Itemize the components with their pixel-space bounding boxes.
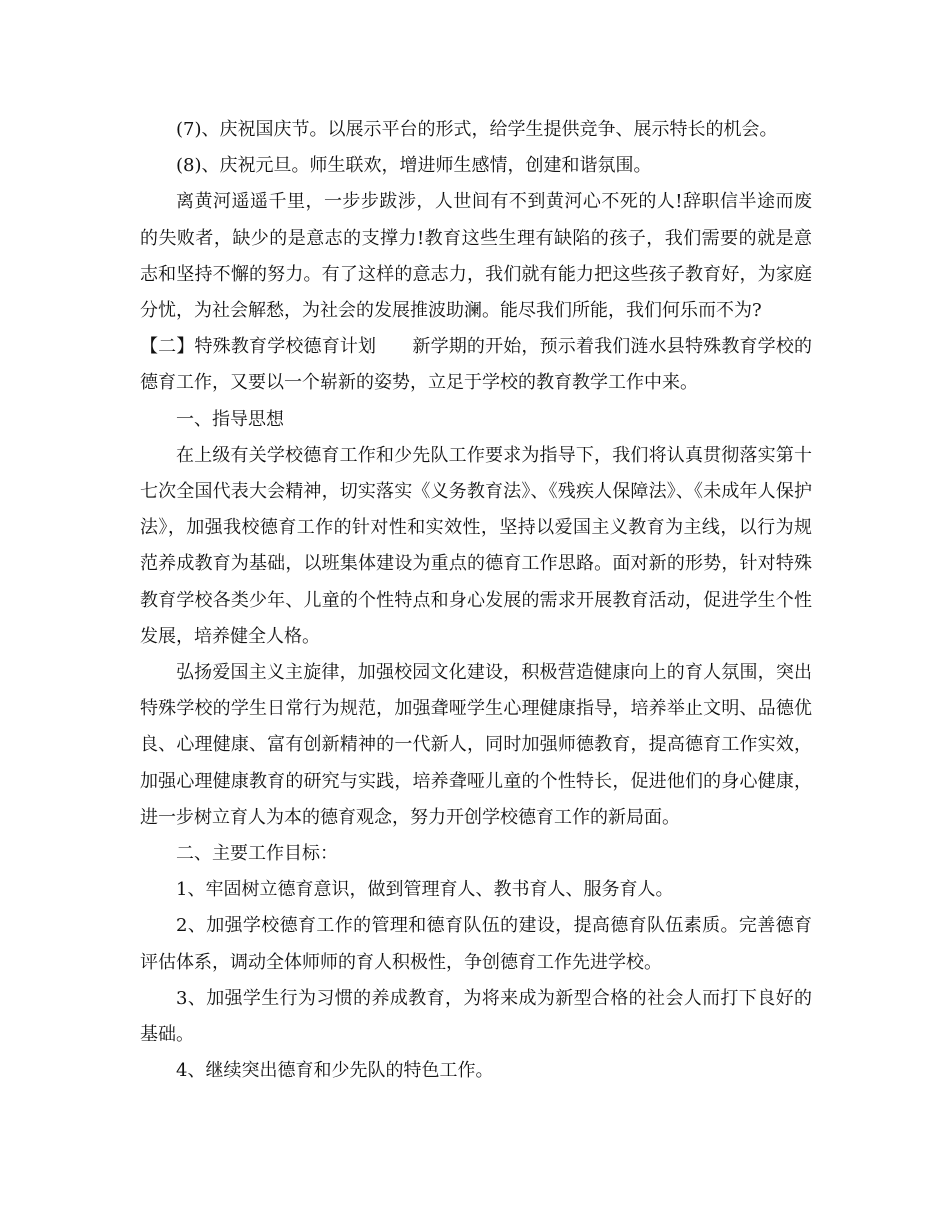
section-two-text: 新学期的开始，预示着我们涟水县特殊教育学校的德育工作，又要以一个崭新的姿势，立足于学校的教育教学工作中来。 bbox=[140, 336, 813, 394]
section-two-title: 【二】特殊教育学校德育计划 bbox=[140, 336, 377, 358]
goal-item-1: 1、牢固树立德育意识，做到管理育人、教书育人、服务育人。 bbox=[176, 879, 674, 901]
guiding-paragraph-2: 弘扬爱国主义主旋律，加强校园文化建设，积极营造健康向上的育人氛围，突出特殊学校的学生日常行为规范，加强聋哑学生心理健康指导，培养举止文明、品德优良、心理健康、富有创新精神的一代新人，同时加强师德教育，提高德育工作实效，加强心理健康教育的研究与实践，培养聋哑儿童的个性特长，促进他们的身心健康，进一步树立育人为本的德育观念，努力开创学校德育工作的新局面。 bbox=[140, 662, 812, 828]
goal-item-2: 2、加强学校德育工作的管理和德育队伍的建设，提高德育队伍素质。完善德育评估体系，调动全体师师的育人积极性，争创德育工作先进学校。 bbox=[140, 915, 812, 973]
goals-heading: 二、主要工作目标： bbox=[176, 843, 338, 865]
document-body bbox=[140, 112, 812, 1089]
guiding-paragraph-1: 在上级有关学校德育工作和少先队工作要求为指导下，我们将认真贯彻落实第十七次全国代表大会精神，切实落实《义务教育法》、《残疾人保障法》、《未成年人保护法》，加强我校德育工作的针对性和实效性，坚持以爱国主义教育为主线，以行为规范养成教育为基础，以班集体建设为重点的德育工作思路。面对新的形势，针对特殊教育学校各类少年、儿童的个性特点和身心发展的需求开展教育活动，促进学生个性发展，培养健全人格。 bbox=[140, 444, 812, 647]
section-two-intro bbox=[140, 329, 812, 401]
paragraph-national-day: (7)、庆祝国庆节。以展示平台的形式，给学生提供竞争、展示特长的机会。 bbox=[176, 119, 778, 140]
guiding-heading: 一、指导思想 bbox=[176, 408, 284, 430]
paragraph-perseverance: 离黄河遥遥千里，一步步跋涉，人世间有不到黄河心不死的人!辞职信半途而废的失败者，缺少的是意志的支撑力!教育这些生理有缺陷的孩子，我们需要的就是意志和坚持不懈的努力。有了这样的意志力，我们就有能力把这些孩子教育好，为家庭分忧，为社会解愁，为社会的发展推波助澜。能尽我们所能，我们何乐而不为? bbox=[140, 191, 812, 322]
paragraph-new-year: (8)、庆祝元旦。师生联欢，增进师生感情，创建和谐氛围。 bbox=[176, 155, 652, 177]
goal-item-3: 3、加强学生行为习惯的养成教育，为将来成为新型合格的社会人而打下良好的基础。 bbox=[140, 987, 812, 1046]
goal-item-4: 4、继续突出德育和少先队的特色工作。 bbox=[176, 1060, 494, 1082]
